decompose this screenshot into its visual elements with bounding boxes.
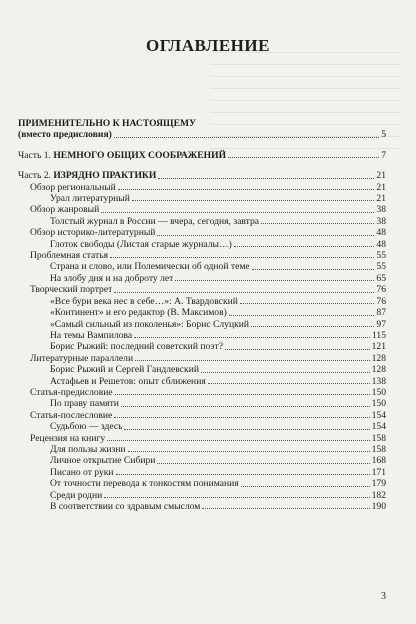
toc-entry-label: ПРИМЕНИТЕЛЬНО К НАСТОЯЩЕМУ <box>18 118 197 129</box>
dot-leader <box>241 486 370 487</box>
toc-page-number: 150 <box>371 398 386 410</box>
toc-entry[interactable] <box>18 490 386 501</box>
toc-entry-label: Среди родни <box>50 489 103 501</box>
page-number: 3 <box>381 591 386 602</box>
toc-page-number: 21 <box>376 181 386 193</box>
toc-entry[interactable] <box>18 410 386 421</box>
part-title: ИЗРЯДНО ПРАКТИКИ <box>53 170 157 182</box>
toc-entry[interactable] <box>18 478 386 489</box>
toc-entry-label: «Самый сильный из поколенья»: Борис Слуцкий <box>50 318 250 330</box>
toc-entry[interactable] <box>18 239 386 250</box>
dot-leader <box>158 178 374 179</box>
part-prefix: Часть 2. <box>18 170 51 182</box>
toc-page-number: 150 <box>371 386 386 398</box>
toc-entry[interactable] <box>18 319 386 330</box>
toc-entry-label: Страна и слово, или Полемически об одной теме <box>50 261 250 273</box>
dot-leader <box>261 223 374 224</box>
toc-page-number: 7 <box>381 149 386 161</box>
toc-page-number: 76 <box>376 284 386 296</box>
dot-leader <box>114 417 369 418</box>
toc-entry-label: «Континент» и его редактор (В. Максимов) <box>50 307 227 319</box>
toc-page-number: 115 <box>371 329 386 341</box>
toc-entries-list <box>18 182 386 513</box>
toc-page-number: 182 <box>371 489 386 501</box>
toc-entry-part2[interactable] <box>18 170 386 181</box>
dot-leader <box>101 212 374 213</box>
toc-entry-intro-sub[interactable] <box>18 129 386 140</box>
toc-page-number: 21 <box>376 193 386 205</box>
toc-entry[interactable] <box>18 376 386 387</box>
toc-page-number: 158 <box>371 432 386 444</box>
toc-entry[interactable] <box>18 273 386 284</box>
toc-entry[interactable] <box>18 341 386 352</box>
toc-page-number: 55 <box>376 250 386 262</box>
toc-entry-label: Обзор жанровый <box>30 204 100 216</box>
toc-page-number: 48 <box>376 238 386 250</box>
toc-entry-label: Обзор региональный <box>30 181 116 193</box>
dot-leader <box>208 383 370 384</box>
toc-entry[interactable] <box>18 398 386 409</box>
toc-page-number: 97 <box>376 318 386 330</box>
part-title: НЕМНОГО ОБЩИХ СООБРАЖЕНИЙ <box>53 149 227 161</box>
dot-leader <box>157 463 369 464</box>
toc-entry[interactable] <box>18 284 386 295</box>
dot-leader <box>114 292 374 293</box>
toc-entry-label: По праву памяти <box>50 398 119 410</box>
toc-entry-label: «Все бури века нес в себе…»: А. Твардовский <box>50 295 238 307</box>
dot-leader <box>107 440 369 441</box>
toc-entry-label: Проблемная статья <box>30 250 109 262</box>
toc-entry-label <box>18 150 226 161</box>
toc-page-number: 190 <box>371 501 386 512</box>
dot-leader <box>201 372 370 373</box>
toc-entry[interactable] <box>18 501 386 512</box>
toc-entry-label: Творческий портрет <box>30 284 113 296</box>
dot-leader <box>135 360 370 361</box>
toc-entry[interactable] <box>18 296 386 307</box>
dot-leader <box>110 257 374 258</box>
toc-entry[interactable] <box>18 467 386 478</box>
toc-entry[interactable] <box>18 227 386 238</box>
toc-page-number: 38 <box>376 215 386 227</box>
part-prefix: Часть 1. <box>18 149 51 161</box>
toc-page-number: 171 <box>371 466 386 478</box>
toc-entry[interactable] <box>18 193 386 204</box>
toc-entry-label: От точности перевода к тонкостям понимания <box>50 478 239 490</box>
toc-page-number: 5 <box>381 129 386 141</box>
toc-entry[interactable] <box>18 364 386 375</box>
toc-entry-label: Судьбою — здесь <box>50 421 123 433</box>
toc-entry[interactable] <box>18 307 386 318</box>
toc-entry-label: На злобу дня и на доброту лет <box>50 272 174 284</box>
dot-leader <box>251 326 374 327</box>
toc-entry-label: Писано от руки <box>50 466 114 478</box>
toc-page-number: 48 <box>376 227 386 239</box>
toc-page-number: 21 <box>376 170 386 182</box>
dot-leader <box>104 497 369 498</box>
dot-leader <box>229 315 375 316</box>
toc-page-number: 168 <box>371 455 386 467</box>
toc-page-number: 87 <box>376 307 386 319</box>
toc-entry[interactable] <box>18 421 386 432</box>
toc-page-number: 76 <box>376 295 386 307</box>
toc-entry-label: Обзор историко-литературный <box>30 227 156 239</box>
toc-entry-label: Урал литературный <box>50 193 130 205</box>
dot-leader <box>134 337 370 338</box>
dot-leader <box>121 406 370 407</box>
dot-leader <box>114 137 379 138</box>
toc-entry-intro[interactable] <box>18 118 386 129</box>
toc-entry[interactable] <box>18 444 386 455</box>
dot-leader <box>132 200 375 201</box>
toc-entry[interactable] <box>18 455 386 466</box>
toc-entry-part1[interactable] <box>18 150 386 161</box>
dot-leader <box>115 394 370 395</box>
page-title: ОГЛАВЛЕНИЕ <box>146 36 270 55</box>
dot-leader <box>116 474 370 475</box>
dot-leader <box>240 303 375 304</box>
toc-page-number: 38 <box>376 204 386 216</box>
dot-leader <box>252 269 375 270</box>
toc-entry-label: На темы Вампилова <box>50 329 133 341</box>
toc-entry-label: Статья-послесловие <box>30 409 113 421</box>
toc-entry-label: Личное открытие Сибири <box>50 455 156 467</box>
toc-page-number: 55 <box>376 261 386 273</box>
toc-page-number: 158 <box>371 443 386 455</box>
toc-entry[interactable] <box>18 261 386 272</box>
toc-entry-label: Глоток свободы (Листая старые журналы…) <box>50 238 232 250</box>
toc-entry[interactable] <box>18 387 386 398</box>
toc-entry-label: Литературные параллели <box>30 352 134 364</box>
toc-page-number: 179 <box>371 478 386 490</box>
toc-entry-label: Астафьев и Решетов: опыт сближения <box>50 375 206 387</box>
dot-leader <box>228 157 379 158</box>
dot-leader <box>118 189 375 190</box>
toc-entry-label: В соответствии со здравым смыслом <box>50 501 201 512</box>
toc-entry[interactable] <box>18 216 386 227</box>
dot-leader <box>157 235 374 236</box>
dot-leader <box>202 508 369 509</box>
toc-page-number: 154 <box>371 409 386 421</box>
toc-entry-label: Рецензия на книгу <box>30 432 106 444</box>
toc-page-number: 154 <box>371 421 386 433</box>
dot-leader <box>234 246 375 247</box>
toc-entry[interactable] <box>18 433 386 444</box>
toc-entry-label: Борис Рыжий: последний советский поэт? <box>50 341 223 353</box>
toc-entry-label <box>18 170 156 181</box>
toc-entry[interactable] <box>18 250 386 261</box>
toc-entry-label: Борис Рыжий и Сергей Гандлевский <box>50 364 199 376</box>
toc-entry[interactable] <box>18 204 386 215</box>
toc-page-number: 128 <box>371 352 386 364</box>
toc-entry[interactable] <box>18 182 386 193</box>
toc-page-number: 138 <box>371 375 386 387</box>
toc-entry-label: Толстый журнал в России — вчера, сегодня, завтра <box>50 215 260 227</box>
table-of-contents <box>18 118 386 512</box>
toc-entry-label: Статья-предисловие <box>30 386 113 398</box>
toc-entry[interactable] <box>18 330 386 341</box>
dot-leader <box>124 429 369 430</box>
toc-entry-sublabel: (вместо предисловия) <box>18 129 112 141</box>
toc-entry-label: Для пользы жизни <box>50 443 126 455</box>
dot-leader <box>175 280 374 281</box>
dot-leader <box>225 349 370 350</box>
toc-page-number: 128 <box>371 364 386 376</box>
toc-page-number: 65 <box>376 272 386 284</box>
toc-entry[interactable] <box>18 353 386 364</box>
dot-leader <box>128 451 370 452</box>
toc-page-number: 121 <box>371 341 386 353</box>
